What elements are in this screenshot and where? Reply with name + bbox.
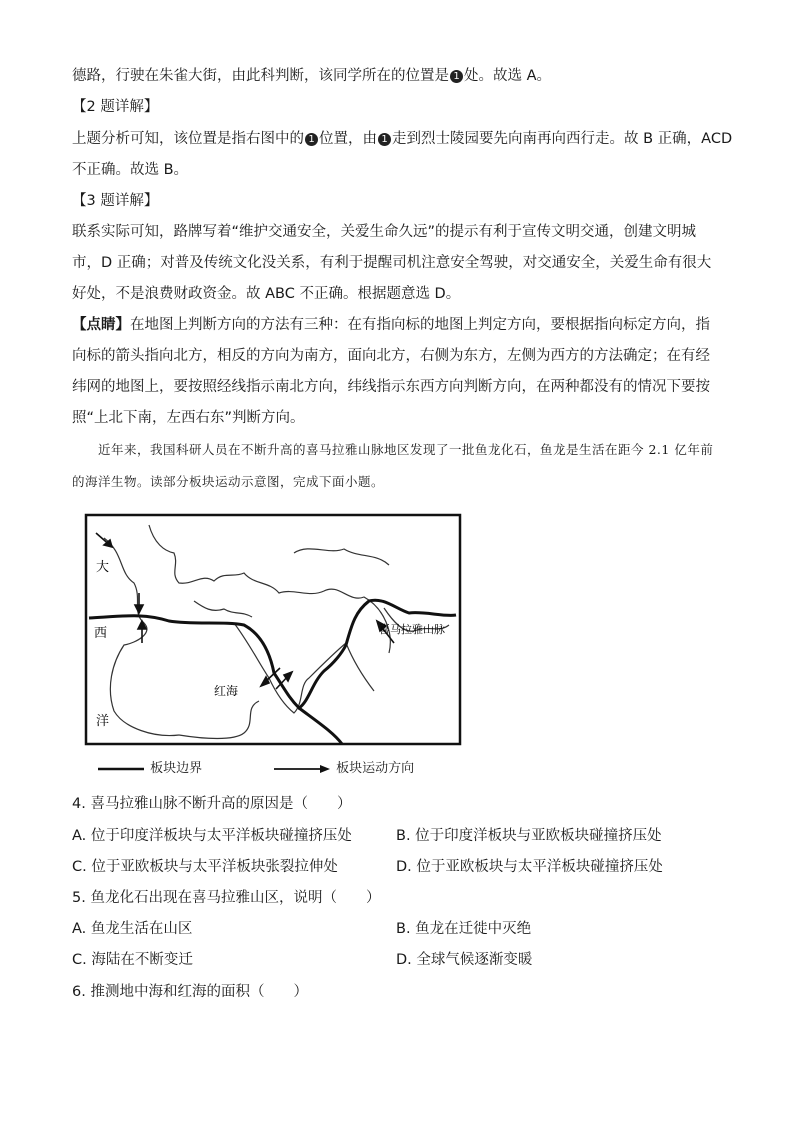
material-intro: 近年来，我国科研人员在不断升高的喜马拉雅山脉地区发现了一批鱼龙化石，鱼龙是生活在距今 2.1 亿年前的海洋生物。读部分板块运动示意图，完成下面小题。	[72, 442, 714, 489]
question-5-stem: 5. 鱼龙化石出现在喜马拉雅山区，说明（ ）	[72, 890, 381, 906]
answer-2-line-2: 不正确。故选 B。	[72, 162, 189, 178]
legend-boundary-line	[98, 764, 146, 774]
question-5-option-b[interactable]: B. 鱼龙在迁徙中灭绝	[396, 921, 532, 937]
question-4-stem: 4. 喜马拉雅山脉不断升高的原因是（ ）	[72, 796, 352, 812]
label-himalaya: 喜马拉雅山脉	[379, 623, 445, 636]
question-4-option-d[interactable]: D. 位于亚欧板块与太平洋板块碰撞挤压处	[396, 859, 663, 875]
question-4-option-c[interactable]: C. 位于亚欧板块与太平洋板块张裂拉伸处	[72, 859, 338, 875]
label-atlantic-3: 洋	[96, 714, 110, 729]
label-atlantic-2: 西	[94, 626, 108, 641]
answer-3-paragraph: 联系实际可知，路牌写着“维护交通安全，关爱生命久远”的提示有利于宣传文明交通，创建文明城市，D 正确；对普及传统文化没关系，有利于提醒司机注意安全驾驶，对交通安全，关爱生命有很大好处，不是浪费财政资金。故 ABC 不正确。根据题意选 D。	[72, 224, 712, 302]
heading-q3-detail: 【3 题详解】	[72, 193, 159, 209]
label-atlantic-1: 大	[96, 560, 110, 575]
question-6-stem: 6. 推测地中海和红海的面积（ ）	[72, 984, 308, 1000]
circled-one-marker: 1	[378, 133, 391, 146]
question-4-option-b[interactable]: B. 位于印度洋板块与亚欧板块碰撞挤压处	[396, 828, 662, 844]
heading-q2-detail: 【2 题详解】	[72, 99, 159, 115]
question-5-option-c[interactable]: C. 海陆在不断变迁	[72, 952, 193, 968]
tip-paragraph: 【点睛】在地图上判断方向的方法有三种：在有指向标的地图上判定方向，要根据指向标定方向，指向标的箭头指向北方，相反的方向为南方，面向北方，右侧为东方，左侧为西方的方法确定；在有经纬网的地图上，要按照经线指示南北方向，纬线指示东西方向判断方向，在两种都没有的情况下要按照“上北下南，左西右东”判断方向。	[72, 317, 710, 426]
tip-label: 【点睛】	[72, 317, 130, 333]
answer-2-line-1: 上题分析可知，该位置是指右图中的 1 位置，由 1 走到烈士陵园要先向南再向西行走。故 B 正确，ACD	[72, 131, 733, 147]
question-4-option-a[interactable]: A. 位于印度洋板块与太平洋板块碰撞挤压处	[72, 828, 352, 844]
legend-plate-boundary: 板块边界	[98, 757, 202, 776]
circled-one-marker: 1	[305, 133, 318, 146]
plate-motion-map	[84, 513, 462, 746]
answer-1-tail: 德路，行驶在朱雀大街，由此科判断，该同学所在的位置是 1 处。故选 A。	[72, 68, 552, 84]
circled-one-marker: 1	[450, 70, 463, 83]
label-red-sea: 红海	[214, 684, 239, 698]
legend-arrow-icon	[274, 764, 332, 774]
question-5-option-a[interactable]: A. 鱼龙生活在山区	[72, 921, 193, 937]
legend-plate-motion: 板块运动方向	[274, 757, 414, 776]
question-5-option-d[interactable]: D. 全球气候逐渐变暖	[396, 952, 533, 968]
